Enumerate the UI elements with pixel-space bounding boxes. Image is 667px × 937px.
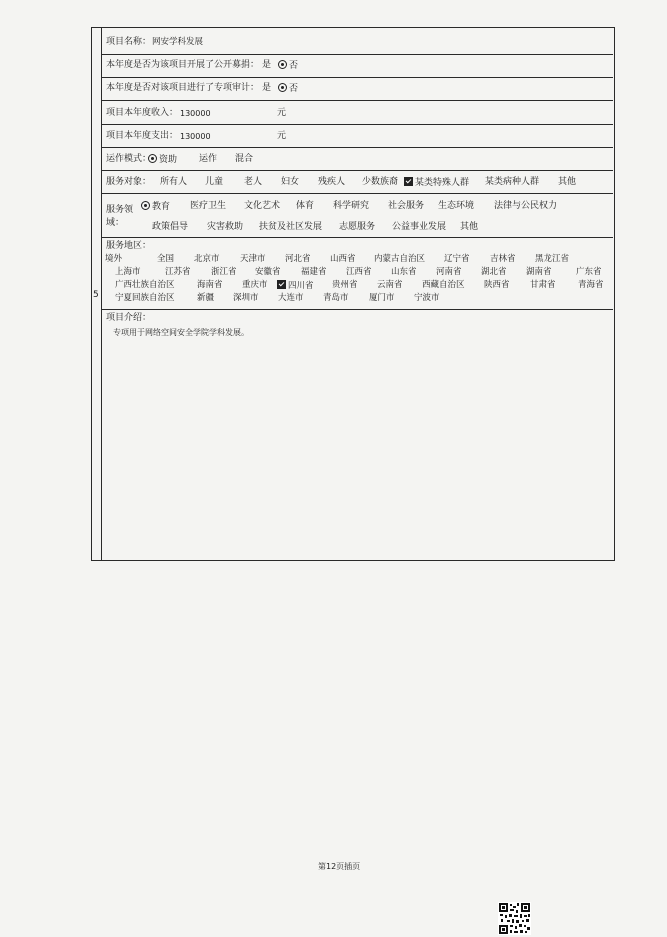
expense-unit: 元 [277, 131, 287, 141]
service-field-option[interactable]: 体育 [296, 201, 315, 211]
region-option[interactable]: 浙江省 [211, 267, 237, 277]
divider [101, 54, 613, 55]
radio-selected-icon[interactable] [278, 83, 287, 92]
income-value: 130000 [180, 109, 211, 118]
region-option[interactable]: 上海市 [115, 267, 141, 277]
region-option[interactable]: 大连市 [278, 293, 304, 303]
service-field-option[interactable]: 灾害救助 [207, 222, 244, 232]
service-target-option[interactable]: 所有人 [160, 177, 188, 187]
region-option[interactable]: 宁夏回族自治区 [115, 293, 175, 303]
region-option[interactable]: 吉林省 [490, 254, 516, 264]
radio-selected-icon[interactable] [278, 60, 287, 69]
service-region-label: 服务地区： [106, 241, 152, 251]
service-field-option[interactable]: 公益事业发展 [392, 222, 447, 232]
operation-mode-label: 运作模式： [106, 154, 152, 164]
region-option[interactable]: 宁波市 [414, 293, 440, 303]
special-audit-label: 本年度是否对该项目进行了专项审计： [106, 83, 260, 93]
service-field-label: 服务领 [106, 205, 134, 215]
service-target-option[interactable]: 妇女 [281, 177, 300, 187]
project-name-label: 项目名称： [106, 37, 152, 47]
region-option[interactable]: 境外 [105, 254, 123, 264]
region-option[interactable]: 内蒙古自治区 [374, 254, 426, 264]
service-field-label-cont: 域： [106, 218, 125, 228]
service-target-option-special[interactable]: 某类特殊人群 [404, 177, 469, 189]
service-target-option[interactable]: 残疾人 [318, 177, 346, 187]
operation-mode-option-mixed[interactable]: 混合 [235, 154, 254, 164]
region-option[interactable]: 山西省 [330, 254, 356, 264]
region-option[interactable]: 云南省 [377, 280, 403, 290]
service-target-label: 服务对象： [106, 177, 152, 187]
radio-selected-icon[interactable] [141, 201, 150, 210]
service-field-option[interactable]: 科学研究 [333, 201, 370, 211]
region-option[interactable]: 河南省 [436, 267, 462, 277]
region-option[interactable]: 湖南省 [526, 267, 552, 277]
region-option[interactable]: 厦门市 [369, 293, 395, 303]
intro-label: 项目介绍： [106, 313, 152, 323]
region-option[interactable]: 广西壮族自治区 [115, 280, 175, 290]
service-field-option[interactable]: 医疗卫生 [190, 201, 227, 211]
divider [101, 100, 613, 101]
service-field-option[interactable]: 文化艺术 [244, 201, 281, 211]
region-option[interactable]: 北京市 [194, 254, 220, 264]
public-fundraising-label: 本年度是否为该项目开展了公开募捐： [106, 60, 260, 70]
divider [101, 170, 613, 171]
service-field-option[interactable]: 其他 [460, 222, 479, 232]
intro-text: 专项用于网络空间安全学院学科发展。 [113, 328, 249, 337]
operation-mode-option-fund[interactable]: 资助 [148, 154, 177, 166]
service-field-option[interactable]: 扶贫及社区发展 [259, 222, 323, 232]
region-option[interactable]: 重庆市 [242, 280, 268, 290]
region-option[interactable]: 河北省 [285, 254, 311, 264]
checkbox-checked-icon[interactable] [404, 177, 413, 186]
divider [101, 193, 613, 194]
operation-mode-option-operate[interactable]: 运作 [199, 154, 218, 164]
project-name-value: 网安学科发展 [152, 37, 204, 47]
region-option-sichuan[interactable]: 四川省 [277, 280, 314, 292]
region-option[interactable]: 辽宁省 [444, 254, 470, 264]
special-audit-no-option[interactable] [278, 83, 298, 95]
service-target-option[interactable]: 其他 [558, 177, 577, 187]
divider [101, 309, 613, 310]
service-field-option[interactable]: 生态环境 [438, 201, 475, 211]
region-option[interactable]: 江西省 [346, 267, 372, 277]
region-option[interactable]: 西藏自治区 [422, 280, 465, 290]
page-number: 第12页插页 [318, 862, 361, 871]
special-audit-yes[interactable]: 是 [262, 83, 272, 93]
region-option[interactable]: 贵州省 [332, 280, 358, 290]
divider [101, 147, 613, 148]
region-option[interactable]: 青海省 [578, 280, 604, 290]
qr-code-icon [498, 902, 531, 935]
region-option[interactable]: 青岛市 [323, 293, 349, 303]
region-option[interactable]: 江苏省 [165, 267, 191, 277]
public-fundraising-no: 否 [289, 61, 299, 71]
service-target-option[interactable]: 儿童 [205, 177, 224, 187]
service-field-option[interactable]: 法律与公民权力 [494, 201, 558, 211]
expense-label: 项目本年度支出： [106, 131, 179, 141]
service-field-option[interactable]: 政策倡导 [152, 222, 189, 232]
row-number: 5 [93, 290, 99, 300]
region-option[interactable]: 山东省 [391, 267, 417, 277]
checkbox-checked-icon[interactable] [277, 280, 286, 289]
service-target-option[interactable]: 少数族裔 [362, 177, 399, 187]
region-option[interactable]: 广东省 [576, 267, 602, 277]
region-option[interactable]: 海南省 [197, 280, 223, 290]
divider [101, 237, 613, 238]
region-option[interactable]: 全国 [157, 254, 175, 264]
divider [101, 124, 613, 125]
region-option[interactable]: 陕西省 [484, 280, 510, 290]
service-target-option[interactable]: 某类病种人群 [485, 177, 540, 187]
region-option[interactable]: 湖北省 [481, 267, 507, 277]
special-audit-no: 否 [289, 84, 299, 94]
income-label: 项目本年度收入： [106, 108, 179, 118]
service-field-option[interactable]: 社会服务 [388, 201, 425, 211]
region-option[interactable]: 福建省 [301, 267, 327, 277]
radio-selected-icon[interactable] [148, 154, 157, 163]
income-unit: 元 [277, 108, 287, 118]
region-option[interactable]: 甘肃省 [530, 280, 556, 290]
public-fundraising-yes[interactable]: 是 [262, 60, 272, 70]
service-field-option[interactable]: 志愿服务 [339, 222, 376, 232]
public-fundraising-no-option[interactable] [278, 60, 298, 72]
region-option[interactable]: 深圳市 [233, 293, 259, 303]
expense-value: 130000 [180, 132, 211, 141]
service-target-option[interactable]: 老人 [244, 177, 263, 187]
region-option[interactable]: 安徽省 [255, 267, 281, 277]
service-field-option-education[interactable]: 教育 [141, 201, 170, 213]
region-option[interactable]: 黑龙江省 [535, 254, 570, 264]
region-option[interactable]: 新疆 [197, 293, 215, 303]
divider [101, 77, 613, 78]
region-option[interactable]: 天津市 [240, 254, 266, 264]
